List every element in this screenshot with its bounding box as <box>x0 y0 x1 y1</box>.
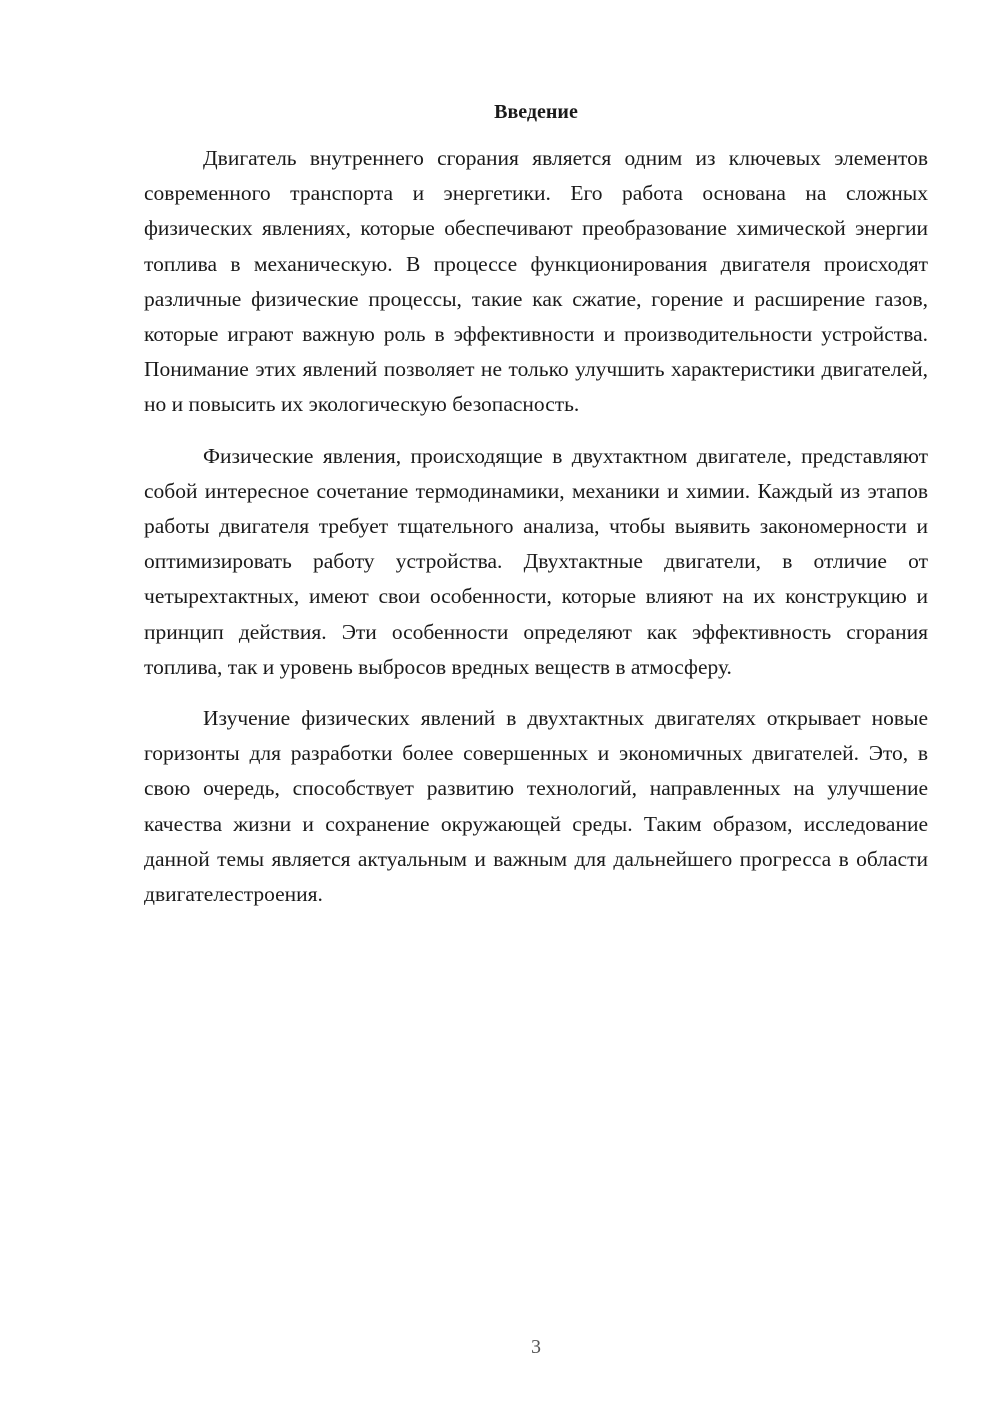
paragraph-3: Изучение физических явлений в двухтактных двигателях открывает новые горизонты для разработки более совершенных и экономичных двигателей. Это, в свою очередь, способствует развитию технологий, направленных на улучшение качества жизни и сохранение окружающей среды. Таким образом, исследование данной темы является актуальным и важным для дальнейшего прогресса в области двигателестроения. <box>144 706 928 907</box>
body-text <box>144 141 928 928</box>
paragraph-2: Физические явления, происходящие в двухтактном двигателе, представляют собой интересное сочетание термодинамики, механики и химии. Каждый из этапов работы двигателя требует тщательного анализа, чтобы выявить закономерности и оптимизировать работу устройства. Двухтактные двигатели, в отличие от четырехтактных, имеют свои особенности, которые влияют на их конструкцию и принцип действия. Эти особенности определяют как эффективность сгорания топлива, так и уровень выбросов вредных веществ в атмосферу. <box>144 443 928 679</box>
paragraph-1: Двигатель внутреннего сгорания является одним из ключевых элементов современного транспорта и энергетики. Его работа основана на сложных физических явлениях, которые обеспечивают преобразование химической энергии топлива в механическую. В процессе функционирования двигателя происходят различные физические процессы, такие как сжатие, горение и расширение газов, которые играют важную роль в эффективности и производительности устройства. Понимание этих явлений позволяет не только улучшить характеристики двигателей, но и повысить их экологическую безопасность. <box>144 146 928 417</box>
page-number: 3 <box>531 1336 541 1358</box>
page-title: Введение <box>494 101 578 123</box>
